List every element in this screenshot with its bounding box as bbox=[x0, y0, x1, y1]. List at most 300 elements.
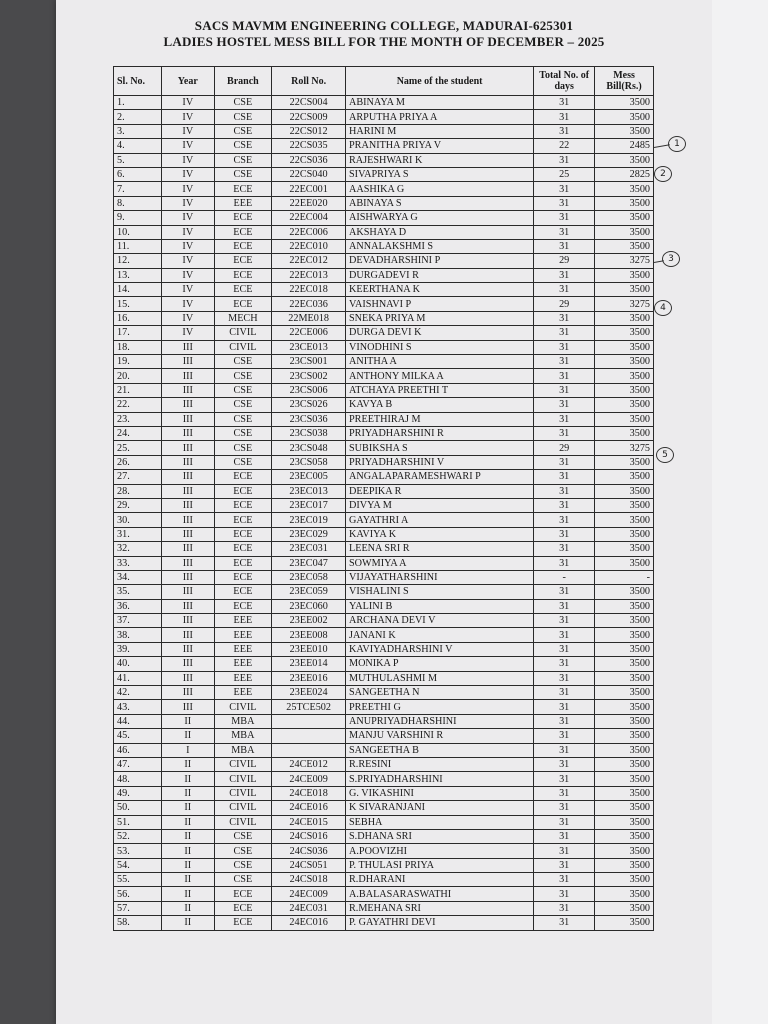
cell-student-name: KEERTHANA K bbox=[346, 283, 534, 297]
cell-mess-bill: 2485 bbox=[595, 139, 654, 153]
college-title: SACS MAVMM ENGINEERING COLLEGE, MADURAI-625301 bbox=[194, 18, 574, 33]
table-row bbox=[114, 254, 654, 268]
cell-sl-no: 2. bbox=[114, 110, 162, 124]
cell-total-days: 31 bbox=[534, 642, 595, 656]
cell-sl-no: 56. bbox=[114, 887, 162, 901]
cell-roll-no: 24CE018 bbox=[272, 786, 346, 800]
cell-student-name: ARPUTHA PRIYA A bbox=[346, 110, 534, 124]
table-row bbox=[114, 873, 654, 887]
cell-total-days: 31 bbox=[534, 829, 595, 843]
cell-student-name: SUBIKSHA S bbox=[346, 441, 534, 455]
cell-branch: ECE bbox=[214, 556, 272, 570]
cell-year: III bbox=[162, 686, 214, 700]
cell-roll-no: 24EC031 bbox=[272, 901, 346, 915]
cell-year: I bbox=[162, 743, 214, 757]
cell-student-name: A.POOVIZHI bbox=[346, 844, 534, 858]
cell-roll-no: 23EE024 bbox=[272, 686, 346, 700]
cell-sl-no: 45. bbox=[114, 729, 162, 743]
table-row bbox=[114, 297, 654, 311]
cell-student-name: R.DHARANI bbox=[346, 873, 534, 887]
cell-roll-no bbox=[272, 714, 346, 728]
cell-year: III bbox=[162, 671, 214, 685]
table-row bbox=[114, 757, 654, 771]
cell-roll-no: 22EC004 bbox=[272, 211, 346, 225]
cell-year: IV bbox=[162, 311, 214, 325]
cell-total-days: 31 bbox=[534, 599, 595, 613]
table-row bbox=[114, 398, 654, 412]
cell-roll-no: 23EC029 bbox=[272, 527, 346, 541]
cell-roll-no: 22EC036 bbox=[272, 297, 346, 311]
cell-branch: CSE bbox=[214, 167, 272, 181]
cell-student-name: DIVYA M bbox=[346, 498, 534, 512]
cell-roll-no: 23CS001 bbox=[272, 355, 346, 369]
cell-student-name: MUTHULASHMI M bbox=[346, 671, 534, 685]
cell-student-name: KAVIYADHARSHINI V bbox=[346, 642, 534, 656]
handwritten-mark-2: 2 bbox=[654, 166, 672, 182]
cell-branch: CSE bbox=[214, 383, 272, 397]
cell-mess-bill: 3500 bbox=[595, 858, 654, 872]
cell-total-days: 31 bbox=[534, 283, 595, 297]
cell-year: III bbox=[162, 556, 214, 570]
table-row bbox=[114, 311, 654, 325]
cell-branch: ECE bbox=[214, 470, 272, 484]
cell-sl-no: 28. bbox=[114, 484, 162, 498]
cell-student-name: JANANI K bbox=[346, 628, 534, 642]
cell-year: III bbox=[162, 599, 214, 613]
cell-mess-bill: 3500 bbox=[595, 642, 654, 656]
cell-year: III bbox=[162, 585, 214, 599]
cell-branch: EEE bbox=[214, 196, 272, 210]
cell-branch: CSE bbox=[214, 426, 272, 440]
table-row bbox=[114, 901, 654, 915]
cell-year: IV bbox=[162, 326, 214, 340]
cell-year: III bbox=[162, 455, 214, 469]
cell-year: III bbox=[162, 498, 214, 512]
cell-total-days: 29 bbox=[534, 441, 595, 455]
cell-total-days: 31 bbox=[534, 786, 595, 800]
cell-year: IV bbox=[162, 297, 214, 311]
cell-student-name: DURGADEVI R bbox=[346, 268, 534, 282]
cell-mess-bill: 3500 bbox=[595, 671, 654, 685]
cell-total-days: 31 bbox=[534, 239, 595, 253]
cell-student-name: ANITHA A bbox=[346, 355, 534, 369]
cell-sl-no: 15. bbox=[114, 297, 162, 311]
cell-total-days: 31 bbox=[534, 844, 595, 858]
cell-year: II bbox=[162, 786, 214, 800]
cell-branch: CSE bbox=[214, 873, 272, 887]
cell-sl-no: 16. bbox=[114, 311, 162, 325]
table-row bbox=[114, 326, 654, 340]
cell-total-days: 31 bbox=[534, 714, 595, 728]
cell-year: IV bbox=[162, 182, 214, 196]
cell-roll-no: 23EC058 bbox=[272, 570, 346, 584]
cell-roll-no: 23EC019 bbox=[272, 513, 346, 527]
table-row bbox=[114, 642, 654, 656]
cell-student-name: YALINI B bbox=[346, 599, 534, 613]
cell-sl-no: 50. bbox=[114, 801, 162, 815]
cell-mess-bill: 3500 bbox=[595, 383, 654, 397]
cell-total-days: - bbox=[534, 570, 595, 584]
cell-total-days: 31 bbox=[534, 398, 595, 412]
cell-year: IV bbox=[162, 239, 214, 253]
cell-mess-bill: 3500 bbox=[595, 283, 654, 297]
cell-mess-bill: 3500 bbox=[595, 398, 654, 412]
cell-total-days: 31 bbox=[534, 426, 595, 440]
cell-branch: ECE bbox=[214, 225, 272, 239]
cell-mess-bill: 3500 bbox=[595, 657, 654, 671]
table-row bbox=[114, 470, 654, 484]
cell-roll-no: 23CS036 bbox=[272, 412, 346, 426]
cell-roll-no: 22CS012 bbox=[272, 124, 346, 138]
bill-subtitle: LADIES HOSTEL MESS BILL FOR THE MONTH OF DECEMBER – 2025 bbox=[163, 34, 605, 49]
cell-roll-no: 22CS040 bbox=[272, 167, 346, 181]
cell-student-name: AKSHAYA D bbox=[346, 225, 534, 239]
cell-total-days: 31 bbox=[534, 901, 595, 915]
cell-branch: MBA bbox=[214, 729, 272, 743]
cell-sl-no: 34. bbox=[114, 570, 162, 584]
cell-branch: MBA bbox=[214, 743, 272, 757]
cell-year: III bbox=[162, 412, 214, 426]
cell-roll-no: 23CE013 bbox=[272, 340, 346, 354]
cell-sl-no: 31. bbox=[114, 527, 162, 541]
cell-sl-no: 6. bbox=[114, 167, 162, 181]
cell-sl-no: 19. bbox=[114, 355, 162, 369]
cell-total-days: 31 bbox=[534, 757, 595, 771]
cell-mess-bill: 3500 bbox=[595, 614, 654, 628]
cell-branch: CIVIL bbox=[214, 801, 272, 815]
cell-student-name: ARCHANA DEVI V bbox=[346, 614, 534, 628]
table-row bbox=[114, 96, 654, 110]
cell-year: III bbox=[162, 340, 214, 354]
cell-year: IV bbox=[162, 96, 214, 110]
cell-sl-no: 17. bbox=[114, 326, 162, 340]
cell-roll-no: 23CS038 bbox=[272, 426, 346, 440]
table-row bbox=[114, 283, 654, 297]
cell-sl-no: 18. bbox=[114, 340, 162, 354]
table-row bbox=[114, 498, 654, 512]
cell-student-name: SEBHA bbox=[346, 815, 534, 829]
cell-total-days: 31 bbox=[534, 412, 595, 426]
table-body bbox=[114, 96, 654, 931]
cell-roll-no: 23EC059 bbox=[272, 585, 346, 599]
cell-mess-bill: 3500 bbox=[595, 729, 654, 743]
cell-year: II bbox=[162, 714, 214, 728]
cell-year: IV bbox=[162, 124, 214, 138]
col-branch: Branch bbox=[214, 67, 272, 96]
cell-year: III bbox=[162, 484, 214, 498]
cell-mess-bill: 3500 bbox=[595, 110, 654, 124]
cell-roll-no: 24CE016 bbox=[272, 801, 346, 815]
cell-branch: EEE bbox=[214, 642, 272, 656]
table-row bbox=[114, 599, 654, 613]
cell-sl-no: 57. bbox=[114, 901, 162, 915]
cell-roll-no: 23EE002 bbox=[272, 614, 346, 628]
cell-roll-no: 24EC016 bbox=[272, 916, 346, 930]
cell-student-name: PREETHIRAJ M bbox=[346, 412, 534, 426]
cell-sl-no: 20. bbox=[114, 369, 162, 383]
cell-branch: CIVIL bbox=[214, 700, 272, 714]
cell-roll-no: 23EE010 bbox=[272, 642, 346, 656]
cell-student-name: VISHALINI S bbox=[346, 585, 534, 599]
table-row bbox=[114, 858, 654, 872]
cell-year: II bbox=[162, 815, 214, 829]
cell-roll-no: 22CS004 bbox=[272, 96, 346, 110]
cell-mess-bill: 3500 bbox=[595, 340, 654, 354]
cell-student-name: SIVAPRIYA S bbox=[346, 167, 534, 181]
table-row bbox=[114, 355, 654, 369]
table-row bbox=[114, 556, 654, 570]
table-row bbox=[114, 887, 654, 901]
cell-roll-no: 23EE008 bbox=[272, 628, 346, 642]
cell-total-days: 31 bbox=[534, 671, 595, 685]
table-row bbox=[114, 426, 654, 440]
cell-student-name: PRANITHA PRIYA V bbox=[346, 139, 534, 153]
cell-roll-no: 24EC009 bbox=[272, 887, 346, 901]
mess-bill-table bbox=[113, 66, 654, 931]
cell-student-name: P. THULASI PRIYA bbox=[346, 858, 534, 872]
cell-sl-no: 11. bbox=[114, 239, 162, 253]
cell-total-days: 31 bbox=[534, 470, 595, 484]
cell-year: III bbox=[162, 441, 214, 455]
table-row bbox=[114, 455, 654, 469]
cell-roll-no: 23EC060 bbox=[272, 599, 346, 613]
cell-mess-bill: 3500 bbox=[595, 124, 654, 138]
cell-sl-no: 54. bbox=[114, 858, 162, 872]
cell-roll-no: 24CS016 bbox=[272, 829, 346, 843]
cell-mess-bill: 3500 bbox=[595, 700, 654, 714]
table-row bbox=[114, 844, 654, 858]
cell-total-days: 31 bbox=[534, 542, 595, 556]
cell-roll-no: 23CS002 bbox=[272, 369, 346, 383]
cell-student-name: ABINAYA S bbox=[346, 196, 534, 210]
table-row bbox=[114, 484, 654, 498]
cell-mess-bill: 3500 bbox=[595, 268, 654, 282]
table-row bbox=[114, 628, 654, 642]
table-row bbox=[114, 110, 654, 124]
cell-year: II bbox=[162, 829, 214, 843]
cell-student-name: PREETHI G bbox=[346, 700, 534, 714]
cell-year: II bbox=[162, 729, 214, 743]
cell-sl-no: 47. bbox=[114, 757, 162, 771]
cell-student-name: MONIKA P bbox=[346, 657, 534, 671]
cell-branch: CSE bbox=[214, 110, 272, 124]
cell-total-days: 31 bbox=[534, 211, 595, 225]
cell-branch: ECE bbox=[214, 527, 272, 541]
cell-sl-no: 43. bbox=[114, 700, 162, 714]
cell-sl-no: 46. bbox=[114, 743, 162, 757]
cell-mess-bill: 3500 bbox=[595, 498, 654, 512]
cell-year: III bbox=[162, 542, 214, 556]
cell-total-days: 31 bbox=[534, 196, 595, 210]
cell-roll-no: 22CS009 bbox=[272, 110, 346, 124]
cell-year: III bbox=[162, 527, 214, 541]
cell-total-days: 31 bbox=[534, 815, 595, 829]
cell-student-name: R.RESINI bbox=[346, 757, 534, 771]
cell-branch: CSE bbox=[214, 441, 272, 455]
table-row bbox=[114, 657, 654, 671]
cell-branch: CSE bbox=[214, 829, 272, 843]
cell-mess-bill: 3500 bbox=[595, 211, 654, 225]
cell-sl-no: 53. bbox=[114, 844, 162, 858]
cell-mess-bill: 3500 bbox=[595, 96, 654, 110]
cell-mess-bill: 3500 bbox=[595, 326, 654, 340]
cell-mess-bill: 3500 bbox=[595, 239, 654, 253]
cell-roll-no: 22EC013 bbox=[272, 268, 346, 282]
cell-sl-no: 13. bbox=[114, 268, 162, 282]
cell-total-days: 31 bbox=[534, 268, 595, 282]
cell-student-name: S.PRIYADHARSHINI bbox=[346, 772, 534, 786]
cell-mess-bill: 3500 bbox=[595, 815, 654, 829]
table-row bbox=[114, 369, 654, 383]
cell-year: IV bbox=[162, 268, 214, 282]
cell-student-name: ANUPRIYADHARSHINI bbox=[346, 714, 534, 728]
cell-total-days: 31 bbox=[534, 916, 595, 930]
cell-roll-no: 24CE009 bbox=[272, 772, 346, 786]
cell-mess-bill: 3500 bbox=[595, 426, 654, 440]
cell-mess-bill: 3500 bbox=[595, 628, 654, 642]
cell-sl-no: 51. bbox=[114, 815, 162, 829]
cell-branch: CSE bbox=[214, 369, 272, 383]
cell-branch: ECE bbox=[214, 182, 272, 196]
cell-year: II bbox=[162, 887, 214, 901]
cell-mess-bill: 3500 bbox=[595, 355, 654, 369]
cell-total-days: 31 bbox=[534, 657, 595, 671]
cell-branch: ECE bbox=[214, 211, 272, 225]
cell-roll-no: 23EC013 bbox=[272, 484, 346, 498]
cell-total-days: 31 bbox=[534, 556, 595, 570]
cell-mess-bill: 3500 bbox=[595, 844, 654, 858]
cell-branch: CSE bbox=[214, 844, 272, 858]
cell-sl-no: 30. bbox=[114, 513, 162, 527]
cell-mess-bill: 3500 bbox=[595, 686, 654, 700]
cell-branch: EEE bbox=[214, 686, 272, 700]
cell-roll-no: 23EC031 bbox=[272, 542, 346, 556]
cell-mess-bill: 3500 bbox=[595, 182, 654, 196]
cell-student-name: SNEKA PRIYA M bbox=[346, 311, 534, 325]
cell-student-name: SANGEETHA N bbox=[346, 686, 534, 700]
table-row bbox=[114, 829, 654, 843]
cell-mess-bill: 3500 bbox=[595, 527, 654, 541]
cell-year: III bbox=[162, 642, 214, 656]
cell-total-days: 31 bbox=[534, 513, 595, 527]
cell-total-days: 31 bbox=[534, 700, 595, 714]
cell-sl-no: 23. bbox=[114, 412, 162, 426]
cell-sl-no: 42. bbox=[114, 686, 162, 700]
cell-mess-bill: 3500 bbox=[595, 829, 654, 843]
cell-mess-bill: 3500 bbox=[595, 513, 654, 527]
cell-mess-bill: 3500 bbox=[595, 585, 654, 599]
cell-year: III bbox=[162, 628, 214, 642]
cell-student-name: HARINI M bbox=[346, 124, 534, 138]
cell-branch: CSE bbox=[214, 355, 272, 369]
cell-mess-bill: 3500 bbox=[595, 556, 654, 570]
cell-total-days: 31 bbox=[534, 369, 595, 383]
cell-student-name: MANJU VARSHINI R bbox=[346, 729, 534, 743]
cell-roll-no: 22CS036 bbox=[272, 153, 346, 167]
cell-mess-bill: 3500 bbox=[595, 786, 654, 800]
cell-year: IV bbox=[162, 225, 214, 239]
cell-mess-bill: 3500 bbox=[595, 225, 654, 239]
cell-branch: ECE bbox=[214, 887, 272, 901]
cell-branch: MBA bbox=[214, 714, 272, 728]
cell-year: IV bbox=[162, 211, 214, 225]
table-header-row bbox=[114, 67, 654, 96]
cell-total-days: 31 bbox=[534, 772, 595, 786]
cell-sl-no: 25. bbox=[114, 441, 162, 455]
cell-year: II bbox=[162, 901, 214, 915]
cell-roll-no: 22EC001 bbox=[272, 182, 346, 196]
cell-student-name: AISHWARYA G bbox=[346, 211, 534, 225]
cell-sl-no: 27. bbox=[114, 470, 162, 484]
cell-student-name: SANGEETHA B bbox=[346, 743, 534, 757]
cell-roll-no: 23EC047 bbox=[272, 556, 346, 570]
cell-year: IV bbox=[162, 110, 214, 124]
cell-branch: CSE bbox=[214, 398, 272, 412]
cell-sl-no: 26. bbox=[114, 455, 162, 469]
cell-sl-no: 48. bbox=[114, 772, 162, 786]
cell-branch: ECE bbox=[214, 570, 272, 584]
cell-sl-no: 12. bbox=[114, 254, 162, 268]
cell-year: III bbox=[162, 657, 214, 671]
cell-year: III bbox=[162, 470, 214, 484]
cell-total-days: 25 bbox=[534, 167, 595, 181]
cell-sl-no: 29. bbox=[114, 498, 162, 512]
cell-roll-no: 23EC005 bbox=[272, 470, 346, 484]
cell-student-name: VIJAYATHARSHINI bbox=[346, 570, 534, 584]
cell-total-days: 31 bbox=[534, 455, 595, 469]
cell-mess-bill: 3500 bbox=[595, 801, 654, 815]
cell-total-days: 31 bbox=[534, 498, 595, 512]
cell-sl-no: 22. bbox=[114, 398, 162, 412]
cell-sl-no: 3. bbox=[114, 124, 162, 138]
cell-roll-no: 24CS051 bbox=[272, 858, 346, 872]
cell-branch: EEE bbox=[214, 614, 272, 628]
cell-branch: ECE bbox=[214, 239, 272, 253]
cell-mess-bill: 3500 bbox=[595, 369, 654, 383]
cell-sl-no: 9. bbox=[114, 211, 162, 225]
cell-total-days: 31 bbox=[534, 743, 595, 757]
cell-branch: CSE bbox=[214, 412, 272, 426]
cell-branch: CIVIL bbox=[214, 326, 272, 340]
cell-mess-bill: 3275 bbox=[595, 297, 654, 311]
cell-year: III bbox=[162, 513, 214, 527]
cell-sl-no: 32. bbox=[114, 542, 162, 556]
cell-sl-no: 35. bbox=[114, 585, 162, 599]
table-row bbox=[114, 916, 654, 930]
cell-branch: EEE bbox=[214, 657, 272, 671]
table-row bbox=[114, 153, 654, 167]
cell-branch: EEE bbox=[214, 671, 272, 685]
cell-roll-no: 22EC006 bbox=[272, 225, 346, 239]
cell-student-name: ATCHAYA PREETHI T bbox=[346, 383, 534, 397]
cell-branch: EEE bbox=[214, 628, 272, 642]
cell-mess-bill: 3500 bbox=[595, 901, 654, 915]
cell-total-days: 31 bbox=[534, 153, 595, 167]
table-row bbox=[114, 211, 654, 225]
cell-roll-no: 24CS018 bbox=[272, 873, 346, 887]
cell-roll-no: 22EC010 bbox=[272, 239, 346, 253]
cell-sl-no: 41. bbox=[114, 671, 162, 685]
cell-year: III bbox=[162, 700, 214, 714]
cell-mess-bill: 3500 bbox=[595, 484, 654, 498]
cell-year: III bbox=[162, 614, 214, 628]
cell-branch: CSE bbox=[214, 858, 272, 872]
table-row bbox=[114, 239, 654, 253]
table-row bbox=[114, 167, 654, 181]
cell-roll-no: 24CE015 bbox=[272, 815, 346, 829]
cell-student-name: DEEPIKA R bbox=[346, 484, 534, 498]
cell-student-name: DURGA DEVI K bbox=[346, 326, 534, 340]
